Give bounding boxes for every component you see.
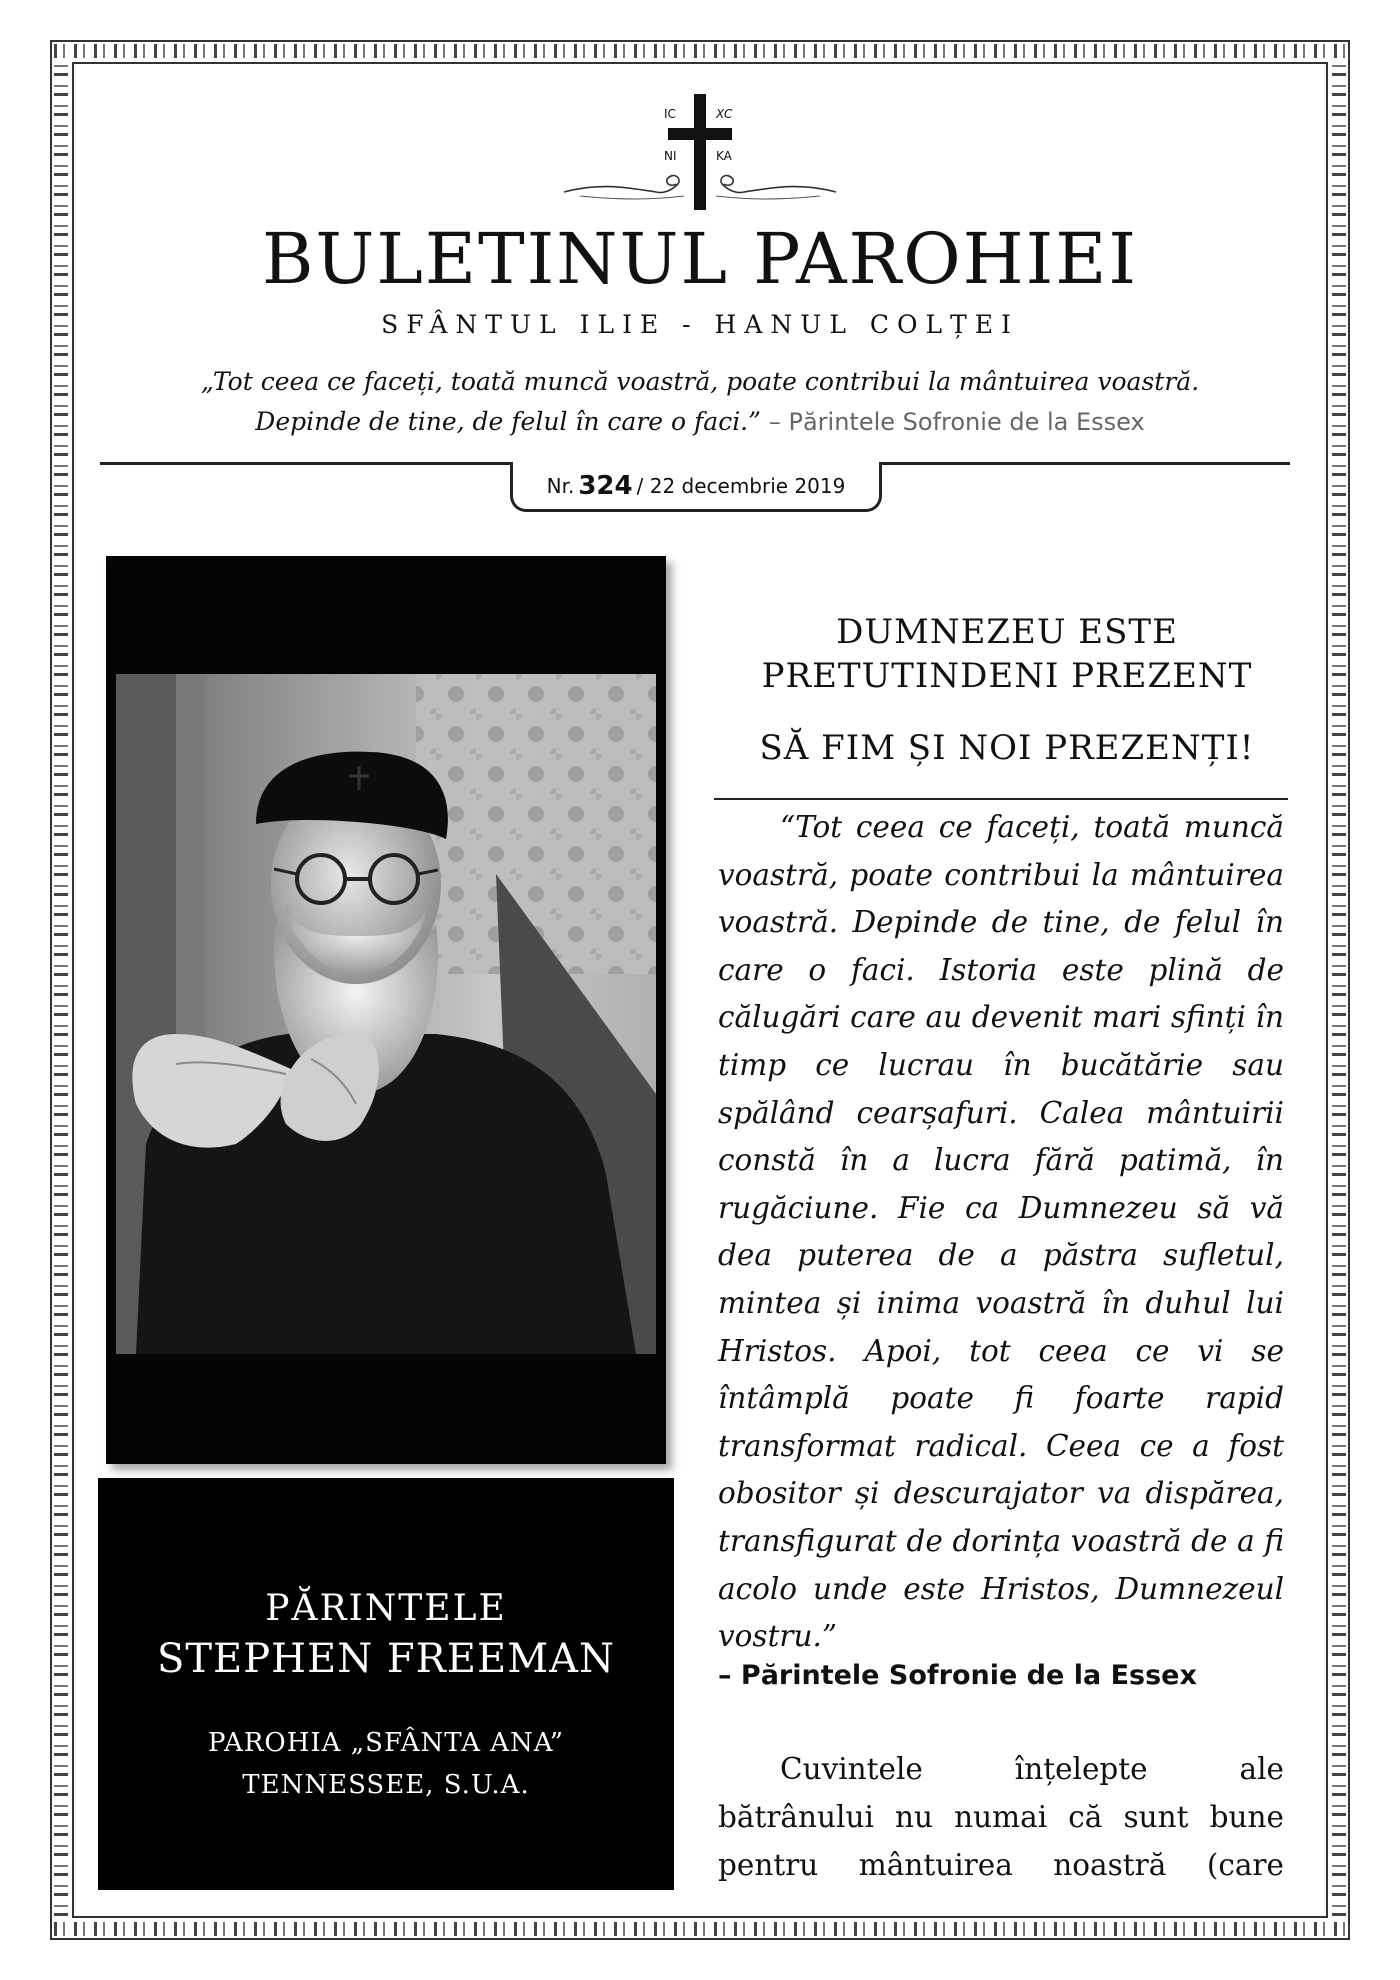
article-quote-author: – Părintele Sofronie de la Essex [718,1660,1197,1691]
article-paragraph-line1: Cuvintele înțelepte ale [780,1752,1284,1786]
issue-date: / 22 decembrie 2019 [636,473,846,498]
issue-prefix: Nr. [546,473,575,498]
issue-number: 324 [578,470,633,501]
portrait-caption-card [98,1478,674,1890]
header-quote-line2-wrap [120,402,1280,442]
icon-label-ic: IC [664,107,676,121]
header-quote [120,362,1280,442]
header-quote-line1: „Tot ceea ce faceți, toată muncă voastră, poate contribui la mântuirea voastră. [200,367,1200,396]
newsletter-title: BULETINUL PAROHIEI [261,218,1139,300]
article-title-line1: DUMNEZEU ESTE [836,612,1178,652]
icon-label-xc: XC [716,107,733,121]
header-quote-author: – Părintele Sofronie de la Essex [768,408,1145,436]
header-quote-line2: Depinde de tine, de felul în care o faci.” [255,407,761,436]
caption-parish: PAROHIA „SFÂNTA ANA” [207,1728,565,1758]
article-paragraph-line2: bătrânului nu numai că sunt bune [718,1800,1284,1834]
article-title-line2: PRETUTINDENI PREZENT [761,656,1253,696]
caption-name: STEPHEN FREEMAN [156,1636,616,1682]
icon-label-ni: NI [664,149,677,163]
portrait-photo [106,556,666,1464]
article-quote-text: “Tot ceea ce faceți, toată muncă voastră, poate contribui la mântuirea voastră. Depinde de tine, de felul în care o faci. Istoria este plină de călugări care au devenit mari sfinți în timp ce lucrau în bucătărie sau spălând cearșafuri. Calea mântuirii constă în a lucra fără patimă, în rugăciune. Fie ca Dumnezeu să vă dea puterea de a păstra sufletul, mintea și inima voastră în duhul lui Hristos. Apoi, tot ceea ce vi se întâmplă poate fi foarte rapid transformat radical. Ceea ce a fost obositor și descurajator va dispărea, transfigurat de dorința voastră de a fi acolo unde este Hristos, Dumnezeul vostru.” [718,810,1284,1654]
article-paragraph-line3: pentru mântuirea noastră (care [718,1848,1284,1882]
caption-title: PĂRINTELE [265,1588,507,1629]
newsletter-subtitle: SFÂNTUL ILIE - HANUL COLȚEI [381,310,1019,339]
portrait-image [116,674,656,1354]
issue-badge [510,462,882,512]
caption-location: TENNESSEE, S.U.A. [242,1770,530,1800]
article-subtitle: SĂ FIM ȘI NOI PREZENȚI! [759,728,1255,768]
icon-label-ka: KA [716,149,732,163]
article-divider [714,798,1288,800]
cross-icon [560,92,840,212]
article-quote [718,804,1284,1661]
article-title [712,610,1302,698]
